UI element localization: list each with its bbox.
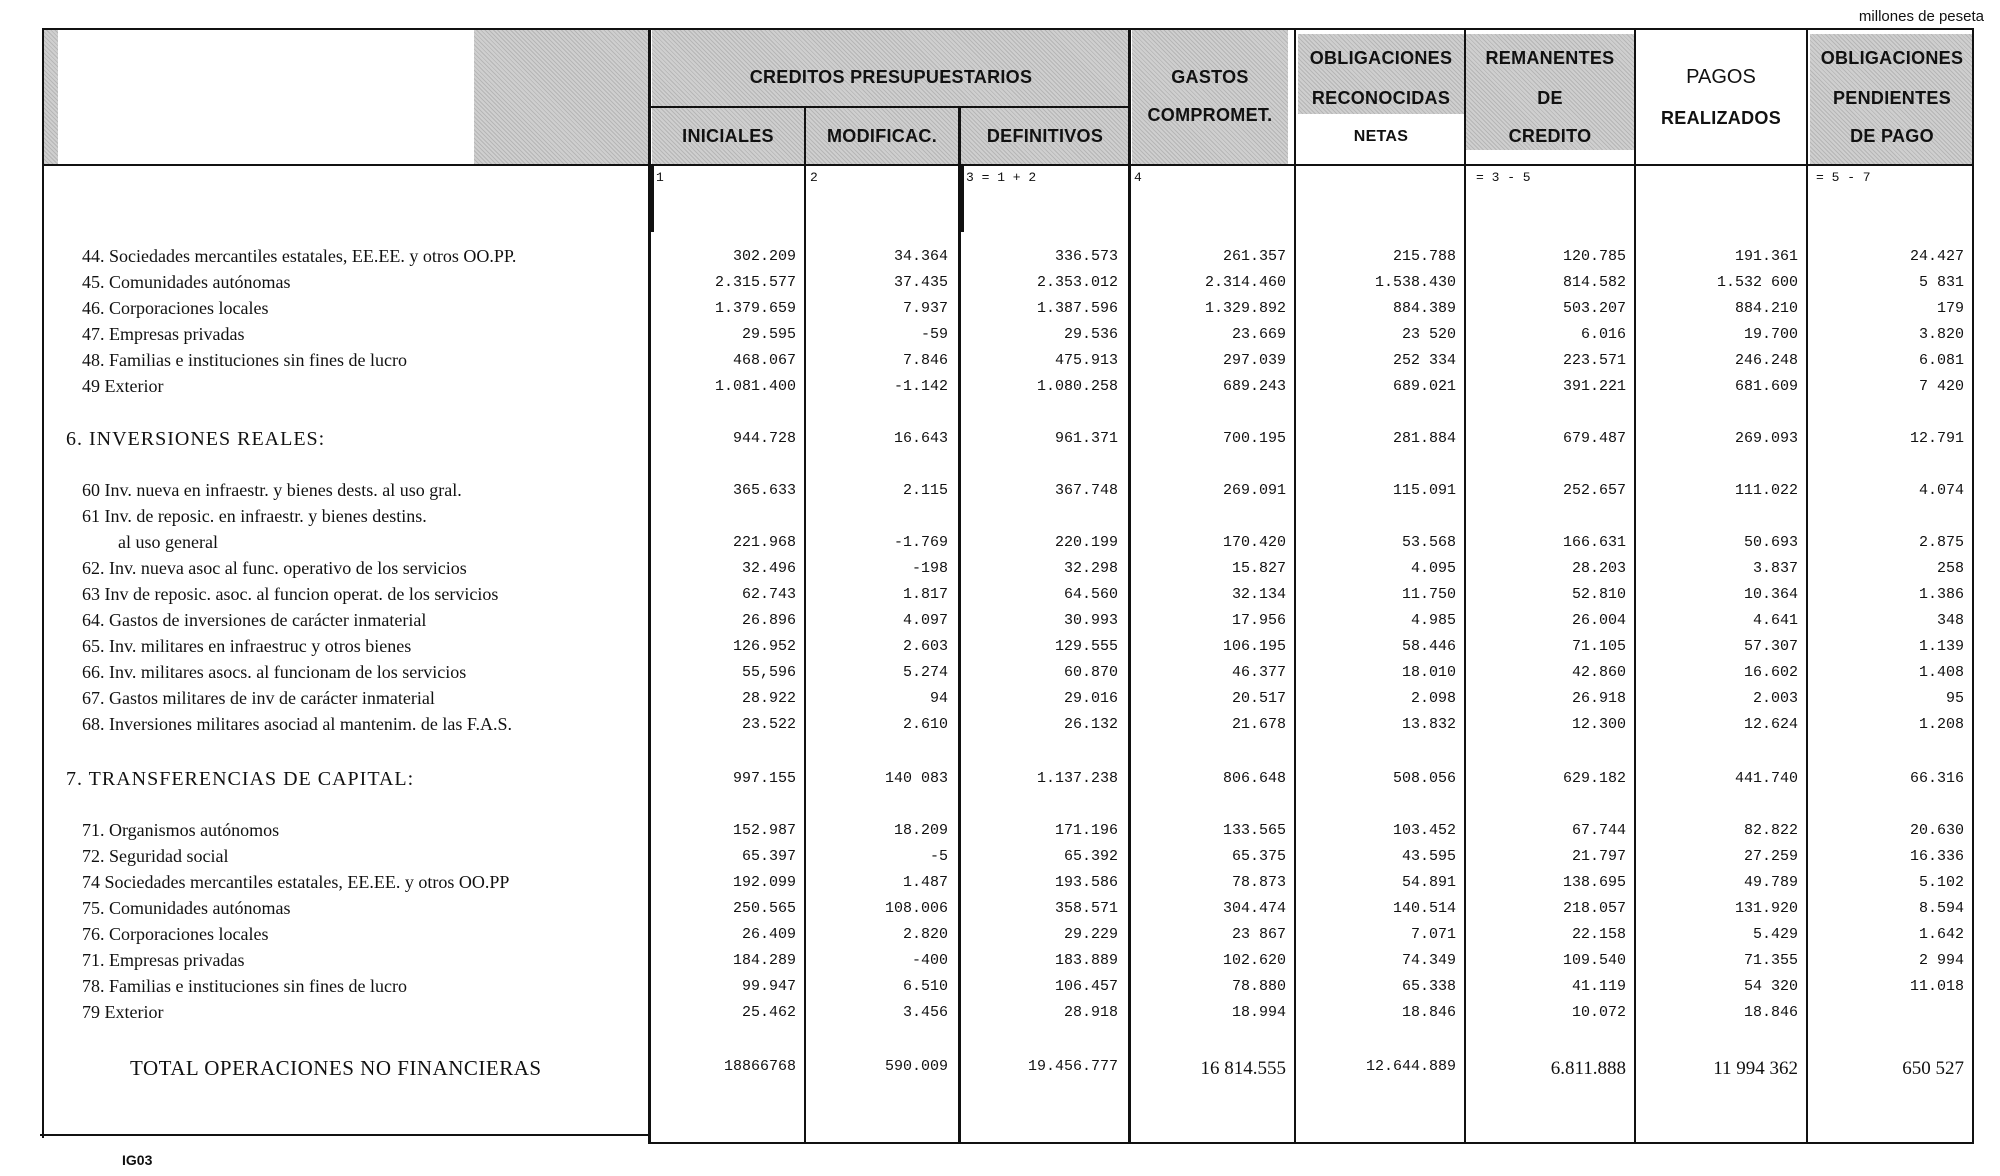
cell-value: 261.357 [1222,248,1286,265]
table-row [0,872,2000,898]
cell-value: 17.956 [1231,612,1286,629]
cell-value: 42.860 [1571,664,1626,681]
cell-value: 1.081.400 [714,378,796,395]
cell-value: 246.248 [1734,352,1798,369]
cell-value: 2.610 [902,716,948,733]
cell-value: 65.397 [741,848,796,865]
cell-value: 126.952 [732,638,796,655]
cell-value: 26.409 [741,926,796,943]
cell-value: 2.115 [902,482,948,499]
table-row [0,820,2000,846]
cell-value: 2.098 [1410,690,1456,707]
cell-value: 32.134 [1231,586,1286,603]
row-label: 71. Empresas privadas [82,950,245,970]
cell-value: 192.099 [732,874,796,891]
cell-value: 4.985 [1410,612,1456,629]
cell-value: -1.769 [893,534,948,551]
cell-value: 11.018 [1909,978,1964,995]
cell-value: 7 420 [1918,378,1964,395]
header-pagos: PAGOS [1686,66,1756,88]
total-row [0,1056,2000,1082]
cell-value: 57.307 [1743,638,1798,655]
cell-value: 78.880 [1231,978,1286,995]
header-bottom-border [44,164,1974,166]
cell-value: 26.004 [1571,612,1626,629]
cell-value: 108.006 [884,900,948,917]
cell-value: 11.750 [1401,586,1456,603]
table-row [0,584,2000,610]
row-label: 44. Sociedades mercantiles estatales, EE.EE. y otros OO.PP. [82,246,517,266]
cell-value: 66.316 [1909,770,1964,787]
cell-value: 28.918 [1063,1004,1118,1021]
footer-code: IG03 [122,1152,153,1168]
cell-value: 11 994 362 [1713,1058,1798,1079]
cell-value: 468.067 [732,352,796,369]
header-shade-gastos [1132,30,1288,164]
cell-value: 336.573 [1054,248,1118,265]
cell-value: 65.338 [1401,978,1456,995]
cell-value: 250.565 [732,900,796,917]
row-label: 62. Inv. nueva asoc al func. operativo de los servicios [82,558,467,578]
row-label: 79 Exterior [82,1002,164,1022]
cell-value: 12.300 [1571,716,1626,733]
cell-value: 1.208 [1918,716,1964,733]
cell-value: 1.817 [902,586,948,603]
table-row [0,688,2000,714]
cell-value: 3.837 [1752,560,1798,577]
cell-value: 78.873 [1231,874,1286,891]
header-iniciales: INICIALES [682,126,774,146]
cell-value: 8.594 [1918,900,1964,917]
row-label: 67. Gastos militares de inv de carácter inmaterial [82,688,435,708]
table-row [0,246,2000,272]
table-row [0,272,2000,298]
cell-value: 53.568 [1401,534,1456,551]
cell-value: 16 814.555 [1200,1058,1286,1079]
cell-value: 681.609 [1734,378,1798,395]
cell-value: 26.896 [741,612,796,629]
table-row [0,480,2000,506]
cell-value: 131.920 [1734,900,1798,917]
cell-value: 1.379.659 [714,300,796,317]
cell-value: 218.057 [1562,900,1626,917]
cell-value: 18.010 [1401,664,1456,681]
table-row [0,976,2000,1002]
table-row [0,376,2000,402]
section-row [0,428,2000,454]
cell-value: 252 334 [1392,352,1456,369]
cell-value: 3.456 [902,1004,948,1021]
cell-value: 95 [1945,690,1964,707]
cell-value: 4.641 [1752,612,1798,629]
cell-value: 1.139 [1918,638,1964,655]
cell-value: 18.994 [1231,1004,1286,1021]
cell-value: 71.105 [1571,638,1626,655]
cell-value: 944.728 [732,430,796,447]
cell-value: 1.408 [1918,664,1964,681]
table-row [0,714,2000,740]
cell-value: 21.797 [1571,848,1626,865]
cell-value: 2.314.460 [1204,274,1286,291]
cell-value: 18.846 [1743,1004,1798,1021]
cell-value: 1.080.258 [1036,378,1118,395]
cell-value: 106.195 [1222,638,1286,655]
cell-value: 3.820 [1918,326,1964,343]
table-row [0,636,2000,662]
table-row [0,950,2000,976]
cell-value: 6.510 [902,978,948,995]
cell-value: 179 [1936,300,1964,317]
column-number: = 3 - 5 [1476,170,1531,185]
cell-value: 22.158 [1571,926,1626,943]
column-number: = 5 - 7 [1816,170,1871,185]
cell-value: 26.132 [1063,716,1118,733]
cell-value: 193.586 [1054,874,1118,891]
cell-value: 629.182 [1562,770,1626,787]
cell-value: -5 [929,848,948,865]
cell-value: 140 083 [884,770,948,787]
cell-value: 152.987 [732,822,796,839]
cell-value: 111.022 [1734,482,1798,499]
table-row [0,298,2000,324]
table-bottom-border [650,1142,1974,1144]
cell-value: 58.446 [1401,638,1456,655]
cell-value: 28.203 [1571,560,1626,577]
cell-value: 16.336 [1909,848,1964,865]
table-row [0,610,2000,636]
table-row [0,924,2000,950]
table-top-border [44,28,1974,30]
cell-value: 170.420 [1222,534,1286,551]
cell-value: 29.595 [741,326,796,343]
cell-value: 23 867 [1231,926,1286,943]
cell-value: 32.298 [1063,560,1118,577]
table-row [0,846,2000,872]
cell-value: 7.937 [902,300,948,317]
cell-value: 1.487 [902,874,948,891]
cell-value: 18866768 [723,1058,796,1075]
row-label: 63 Inv de reposic. asoc. al funcion operat. de los servicios [82,584,499,604]
cell-value: 64.560 [1063,586,1118,603]
cell-value: 7.071 [1410,926,1456,943]
row-label: 68. Inversiones militares asociad al mantenim. de las F.A.S. [82,714,512,734]
header-realizados: REALIZADOS [1661,108,1781,128]
cell-value: 2 994 [1918,952,1964,969]
cell-value: 590.009 [884,1058,948,1075]
cell-value: 1.538.430 [1374,274,1456,291]
row-label: 6. INVERSIONES REALES: [66,428,326,450]
cell-value: 5.429 [1752,926,1798,943]
cell-value: 6.081 [1918,352,1964,369]
row-label: 7. TRANSFERENCIAS DE CAPITAL: [66,768,415,790]
cell-value: 18.846 [1401,1004,1456,1021]
cell-value: 1.329.892 [1204,300,1286,317]
cell-value: 23.669 [1231,326,1286,343]
cell-value: 34.364 [893,248,948,265]
cell-value: 109.540 [1562,952,1626,969]
cell-value: 27.259 [1743,848,1798,865]
cell-value: 94 [929,690,948,707]
cell-value: 62.743 [741,586,796,603]
cell-value: 297.039 [1222,352,1286,369]
header-modificac: MODIFICAC. [827,126,937,146]
header-definitivos: DEFINITIVOS [986,126,1104,146]
header-obligaciones-reconocidas-1: OBLIGACIONES [1309,48,1453,68]
cell-value: 269.093 [1734,430,1798,447]
cell-value: 120.785 [1562,248,1626,265]
cell-value: 10.364 [1743,586,1798,603]
table-row [0,898,2000,924]
cell-value: 129.555 [1054,638,1118,655]
cell-value: 302.209 [732,248,796,265]
table-row [0,1002,2000,1028]
cell-value: 884.210 [1734,300,1798,317]
column-number: 1 [656,170,664,185]
header-gastos: GASTOS [1171,67,1249,87]
cell-value: 184.289 [732,952,796,969]
cell-value: 269.091 [1222,482,1286,499]
cell-value: 102.620 [1222,952,1286,969]
cell-value: 74.349 [1401,952,1456,969]
header-shade-label [474,30,650,164]
cell-value: 689.243 [1222,378,1286,395]
row-label: 64. Gastos de inversiones de carácter inmaterial [82,610,427,630]
row-label: 60 Inv. nueva en infraestr. y bienes dests. al uso gral. [82,480,462,500]
cell-value: 884.389 [1392,300,1456,317]
cell-value: 50.693 [1743,534,1798,551]
column-number: 2 [810,170,818,185]
cell-value: 54 320 [1743,978,1798,995]
header-remanentes-2: DE [1537,88,1563,108]
cell-value: 30.993 [1063,612,1118,629]
row-label: TOTAL OPERACIONES NO FINANCIERAS [130,1056,542,1080]
row-label: 76. Corporaciones locales [82,924,269,944]
header-obligaciones-reconocidas-3: NETAS [1353,128,1409,145]
cell-value: 221.968 [732,534,796,551]
cell-value: 12.624 [1743,716,1798,733]
cell-value: 348 [1936,612,1964,629]
cell-value: 814.582 [1562,274,1626,291]
cell-value: 961.371 [1054,430,1118,447]
cell-value: 508.056 [1392,770,1456,787]
table-row [0,506,2000,532]
cell-value: 4.097 [902,612,948,629]
cell-value: 71.355 [1743,952,1798,969]
cell-value: 115.091 [1392,482,1456,499]
section-row [0,768,2000,794]
cell-value: 258 [1936,560,1964,577]
cell-value: 99.947 [741,978,796,995]
cell-value: 19.700 [1743,326,1798,343]
cell-value: 700.195 [1222,430,1286,447]
cell-value: 23.522 [741,716,796,733]
cell-value: 252.657 [1562,482,1626,499]
cell-value: 475.913 [1054,352,1118,369]
cell-value: -59 [920,326,948,343]
label-bottom-border [40,1134,650,1136]
cell-value: 191.361 [1734,248,1798,265]
cell-value: 65.392 [1063,848,1118,865]
cell-value: 52.810 [1571,586,1626,603]
cell-value: 29.536 [1063,326,1118,343]
cell-value: 220.199 [1054,534,1118,551]
row-label: 47. Empresas privadas [82,324,245,344]
cell-value: 43.595 [1401,848,1456,865]
cell-value: 18.209 [893,822,948,839]
cell-value: 16.643 [893,430,948,447]
cell-value: 679.487 [1562,430,1626,447]
table-row [0,324,2000,350]
cell-value: 20.517 [1231,690,1286,707]
cell-value: 55,596 [741,664,796,681]
creditos-subheader-line [650,106,1130,108]
header-shade-label-strip [44,30,58,164]
cell-value: 997.155 [732,770,796,787]
cell-value: 1.642 [1918,926,1964,943]
cell-value: 28.922 [741,690,796,707]
cell-value: 106.457 [1054,978,1118,995]
cell-value: 4.095 [1410,560,1456,577]
cell-value: 2.315.577 [714,274,796,291]
header-obligaciones-pendientes-2: PENDIENTES [1832,88,1952,108]
cell-value: 12.791 [1909,430,1964,447]
row-label: 71. Organismos autónomos [82,820,280,840]
cell-value: 23 520 [1401,326,1456,343]
cell-value: -198 [911,560,948,577]
cell-value: 1.386 [1918,586,1964,603]
cell-value: 21.678 [1231,716,1286,733]
cell-value: 215.788 [1392,248,1456,265]
row-label: 66. Inv. militares asocs. al funcionam de los servicios [82,662,467,682]
cell-value: 37.435 [893,274,948,291]
cell-value: 223.571 [1562,352,1626,369]
row-label: 46. Corporaciones locales [82,298,269,318]
cell-value: 365.633 [732,482,796,499]
header-comprometidos: COMPROMET. [1147,105,1273,125]
row-label: 78. Familias e instituciones sin fines de lucro [82,976,407,996]
cell-value: 32.496 [741,560,796,577]
cell-value: 19.456.777 [1027,1058,1118,1075]
cell-value: 15.827 [1231,560,1286,577]
cell-value: 10.072 [1571,1004,1626,1021]
cell-value: 304.474 [1222,900,1286,917]
header-obligaciones-pendientes-3: DE PAGO [1850,126,1934,146]
table-row [0,350,2000,376]
row-label: 74 Sociedades mercantiles estatales, EE.EE. y otros OO.PP [82,872,510,892]
cell-value: 391.221 [1562,378,1626,395]
cell-value: 26.918 [1571,690,1626,707]
cell-value: 60.870 [1063,664,1118,681]
row-label: 48. Familias e instituciones sin fines de lucro [82,350,407,370]
row-label: 75. Comunidades autónomas [82,898,291,918]
row-label: 45. Comunidades autónomas [82,272,291,292]
cell-value: 25.462 [741,1004,796,1021]
cell-value: 5.274 [902,664,948,681]
cell-value: 5.102 [1918,874,1964,891]
cell-value: 67.744 [1571,822,1626,839]
cell-value: 54.891 [1401,874,1456,891]
cell-value: 16.602 [1743,664,1798,681]
header-remanentes-1: REMANENTES [1485,48,1615,68]
cell-value: 1.137.238 [1036,770,1118,787]
header-remanentes-3: CREDITO [1508,126,1592,146]
cell-value: 7.846 [902,352,948,369]
cell-value: 41.119 [1571,978,1626,995]
cell-value: 367.748 [1054,482,1118,499]
column-number: 3 = 1 + 2 [966,170,1037,185]
row-label: 49 Exterior [82,376,164,396]
table-row [0,662,2000,688]
cell-value: 5 831 [1918,274,1964,291]
cell-value: 6.811.888 [1550,1058,1626,1079]
cell-value: 6.016 [1580,326,1626,343]
cell-value: 281.884 [1392,430,1456,447]
cell-value: 12.644.889 [1365,1058,1456,1075]
cell-value: 689.021 [1392,378,1456,395]
cell-value: 138.695 [1562,874,1626,891]
cell-value: 140.514 [1392,900,1456,917]
cell-value: 2.820 [902,926,948,943]
cell-value: -1.142 [893,378,948,395]
row-label: al uso general [118,532,218,552]
cell-value: 2.353.012 [1036,274,1118,291]
row-label: 61 Inv. de reposic. en infraestr. y bienes destins. [82,506,427,526]
cell-value: 46.377 [1231,664,1286,681]
cell-value: 4.074 [1918,482,1964,499]
cell-value: 82.822 [1743,822,1798,839]
header-obligaciones-reconocidas-2: RECONOCIDAS [1311,88,1451,108]
cell-value: 2.875 [1918,534,1964,551]
cell-value: 13.832 [1401,716,1456,733]
cell-value: 103.452 [1392,822,1456,839]
cell-value: 133.565 [1222,822,1286,839]
cell-value: 650 527 [1902,1058,1964,1079]
cell-value: 2.603 [902,638,948,655]
cell-value: 441.740 [1734,770,1798,787]
table-row [0,558,2000,584]
cell-value: 49.789 [1743,874,1798,891]
cell-value: -400 [911,952,948,969]
cell-value: 24.427 [1909,248,1964,265]
cell-value: 358.571 [1054,900,1118,917]
cell-value: 183.889 [1054,952,1118,969]
units-note: millones de peseta [1858,8,1984,25]
cell-value: 1.387.596 [1036,300,1118,317]
cell-value: 2.003 [1752,690,1798,707]
cell-value: 166.631 [1562,534,1626,551]
col-marker [961,166,964,232]
cell-value: 65.375 [1231,848,1286,865]
header-creditos-presupuestarios: CREDITOS PRESUPUESTARIOS [749,67,1033,87]
cell-value: 29.016 [1063,690,1118,707]
header-obligaciones-pendientes-1: OBLIGACIONES [1820,48,1964,68]
cell-value: 29.229 [1063,926,1118,943]
cell-value: 1.532 600 [1716,274,1798,291]
cell-value: 20.630 [1909,822,1964,839]
row-label: 65. Inv. militares en infraestruc y otros bienes [82,636,412,656]
cell-value: 503.207 [1562,300,1626,317]
column-number: 4 [1134,170,1142,185]
cell-value: 806.648 [1222,770,1286,787]
table-row [0,532,2000,558]
col-marker [651,166,654,232]
row-label: 72. Seguridad social [82,846,229,866]
cell-value: 171.196 [1054,822,1118,839]
